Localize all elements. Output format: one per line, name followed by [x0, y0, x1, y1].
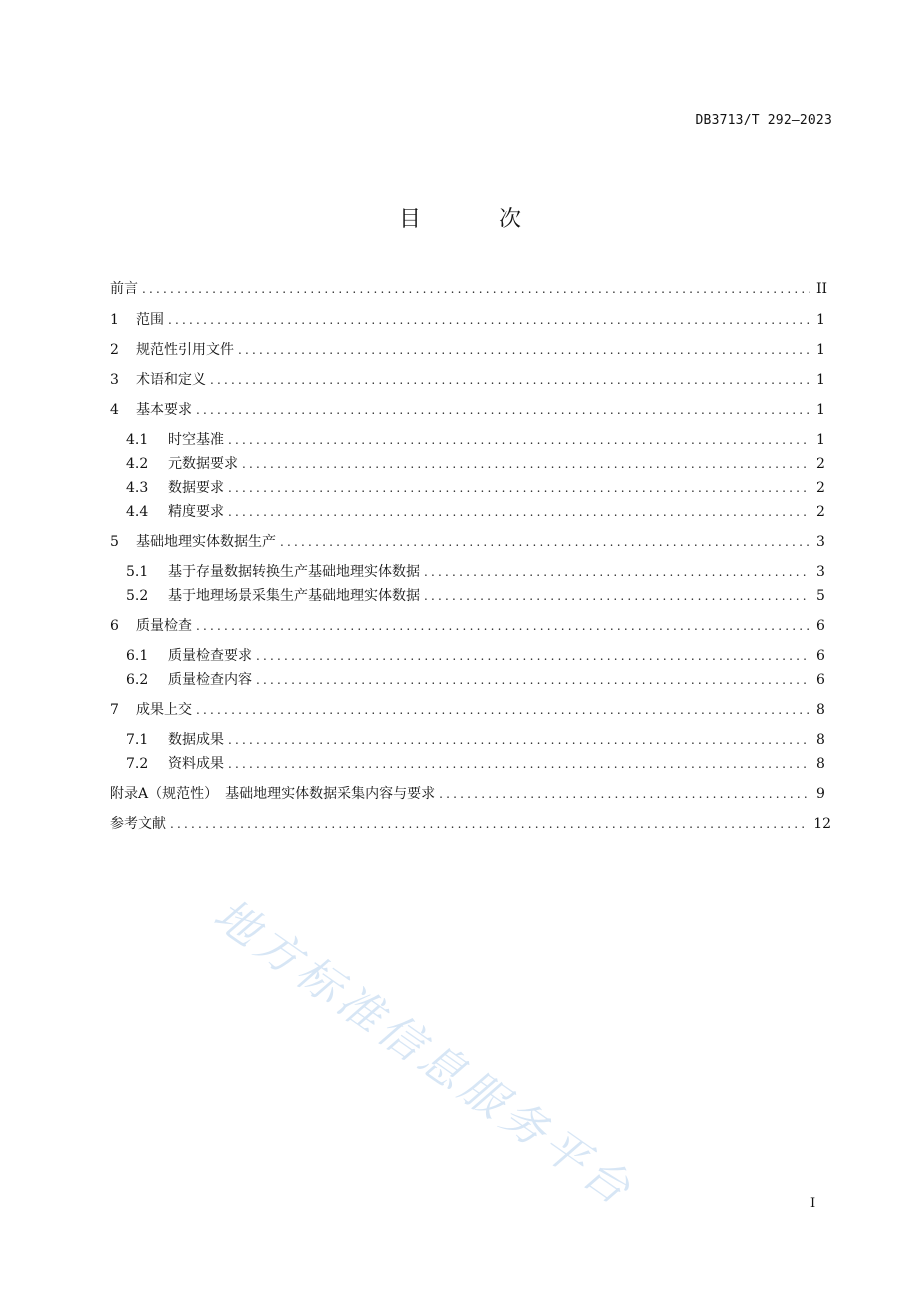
toc-entry-label: 基础地理实体数据生产: [136, 534, 276, 550]
toc-entry-page: 1: [816, 432, 825, 448]
toc-entry-label: 成果上交: [136, 702, 192, 718]
dot-leader: [210, 370, 810, 390]
toc-entry-number: 4: [110, 402, 119, 418]
toc-entry-label: 质量检查: [136, 618, 192, 634]
toc-entry[interactable]: [110, 784, 824, 804]
dot-leader: [424, 562, 810, 582]
toc-entry-label: 基于存量数据转换生产基础地理实体数据: [168, 564, 420, 580]
toc-entry[interactable]: [110, 616, 824, 636]
dot-leader: [142, 279, 810, 299]
watermark: 地方标准信息服务平台: [204, 889, 644, 1218]
toc-entry-label: 精度要求: [168, 504, 224, 520]
toc-entry-label: 基于地理场景采集生产基础地理实体数据: [168, 588, 420, 604]
toc-entry[interactable]: [126, 730, 824, 750]
toc-entry-number: 3: [110, 372, 119, 388]
toc-entry-label: 参考文献: [110, 816, 166, 832]
toc-entry[interactable]: [110, 814, 832, 834]
toc-entry-number: 2: [110, 342, 119, 358]
toc-entry-number: 5.1: [126, 564, 149, 580]
toc-entry-label: 基本要求: [136, 402, 192, 418]
toc-entry-page: 1: [816, 312, 825, 328]
dot-leader: [424, 586, 810, 606]
toc-entry-label: 术语和定义: [136, 372, 206, 388]
page-title: 目 次: [398, 207, 549, 232]
toc-entry[interactable]: [126, 754, 824, 774]
dot-leader: [168, 310, 810, 330]
toc-entry-page: 2: [816, 456, 825, 472]
toc-entry[interactable]: [126, 430, 824, 450]
toc-entry[interactable]: [110, 400, 824, 420]
toc-entry-number: 1: [110, 312, 119, 328]
toc-entry-label: 数据成果: [168, 732, 224, 748]
toc-entry[interactable]: [126, 478, 824, 498]
dot-leader: [280, 532, 810, 552]
toc-entry-label: 质量检查内容: [168, 672, 252, 688]
toc-entry-page: 6: [816, 672, 825, 688]
dot-leader: [170, 814, 807, 834]
toc-entry-page: 1: [816, 402, 825, 418]
toc-entry-page: 8: [816, 756, 825, 772]
toc-entry-page: 3: [816, 534, 825, 550]
toc-entry[interactable]: [110, 279, 828, 299]
toc-entry-label: 元数据要求: [168, 456, 238, 472]
toc-entry[interactable]: [110, 700, 824, 720]
dot-leader: [196, 700, 810, 720]
toc-entry-page: 2: [816, 480, 825, 496]
toc-entry-label: 质量检查要求: [168, 648, 252, 664]
toc-entry[interactable]: [126, 646, 824, 666]
toc-entry-number: 7.1: [126, 732, 149, 748]
toc-entry-page: 1: [816, 372, 825, 388]
dot-leader: [256, 646, 810, 666]
toc-entry[interactable]: [126, 670, 824, 690]
toc-entry-number: 6: [110, 618, 119, 634]
toc-entry-label: 时空基准: [168, 432, 224, 448]
toc-entry-page: II: [816, 281, 828, 297]
toc-entry-number: 4.3: [126, 480, 149, 496]
dot-leader: [228, 430, 810, 450]
toc-entry-number: 7: [110, 702, 119, 718]
toc-entry[interactable]: [110, 340, 824, 360]
toc-entry[interactable]: [126, 562, 824, 582]
toc-entry-page: 3: [816, 564, 825, 580]
toc-entry[interactable]: [110, 310, 824, 330]
toc-entry-number: 7.2: [126, 756, 149, 772]
toc-entry[interactable]: [126, 454, 824, 474]
toc-entry-page: 8: [816, 732, 825, 748]
toc-entry[interactable]: [126, 502, 824, 522]
dot-leader: [242, 454, 810, 474]
toc-entry-page: 6: [816, 618, 825, 634]
toc-entry-label: 数据要求: [168, 480, 224, 496]
dot-leader: [439, 784, 810, 804]
toc-entry-label: 前言: [110, 281, 138, 297]
dot-leader: [228, 502, 810, 522]
dot-leader: [256, 670, 810, 690]
toc-entry-number: 6.1: [126, 648, 149, 664]
toc-entry-label: 附录A（规范性） 基础地理实体数据采集内容与要求: [110, 786, 436, 802]
toc-entry-label: 资料成果: [168, 756, 224, 772]
toc-entry-label: 范围: [136, 312, 164, 328]
toc-entry[interactable]: [126, 586, 824, 606]
dot-leader: [228, 478, 810, 498]
toc-entry-page: 12: [813, 816, 832, 832]
toc-entry-page: 9: [816, 786, 825, 802]
dot-leader: [196, 616, 810, 636]
toc-entry-page: 2: [816, 504, 825, 520]
toc-entry-number: 4.1: [126, 432, 149, 448]
page-number: I: [810, 1196, 816, 1211]
toc-entry[interactable]: [110, 532, 824, 552]
toc-entry-number: 5: [110, 534, 119, 550]
toc-entry-number: 4.2: [126, 456, 149, 472]
toc-entry-label: 规范性引用文件: [136, 342, 234, 358]
toc-entry-page: 5: [816, 588, 825, 604]
dot-leader: [228, 730, 810, 750]
toc-entry-page: 1: [816, 342, 825, 358]
toc-entry-number: 5.2: [126, 588, 149, 604]
toc-entry[interactable]: [110, 370, 824, 390]
toc-entry-number: 6.2: [126, 672, 149, 688]
document-code: DB3713/T 292—2023: [695, 113, 832, 128]
toc-entry-number: 4.4: [126, 504, 149, 520]
toc-entry-page: 6: [816, 648, 825, 664]
dot-leader: [228, 754, 810, 774]
dot-leader: [196, 400, 810, 420]
toc-entry-page: 8: [816, 702, 825, 718]
dot-leader: [238, 340, 810, 360]
